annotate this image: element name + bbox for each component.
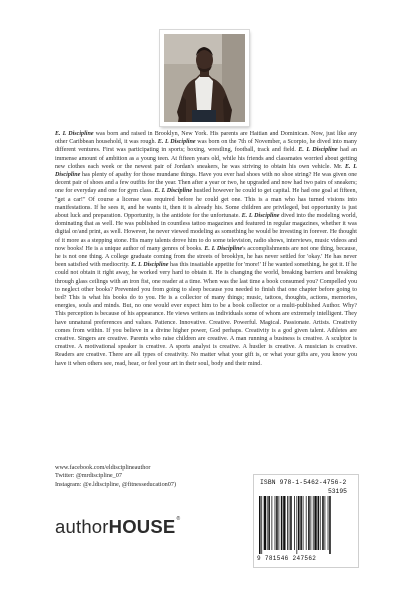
barcode-bar	[271, 496, 272, 550]
barcode-bar	[281, 496, 283, 550]
barcode-bar	[300, 496, 302, 550]
barcode-bar	[318, 496, 320, 550]
author-name: E. L Discipline	[131, 262, 169, 269]
isbn-number: ISBN 978-1-5462-4756-2	[260, 479, 347, 486]
author-biography	[55, 130, 357, 368]
instagram-handle: Instagram: @e.ldiscipline, @fitnesseducation07)	[55, 480, 177, 488]
author-portrait-image	[164, 34, 245, 122]
barcode-bar	[264, 496, 266, 550]
bio-text: was born and raised in Brooklyn, New York. His parents are Haitian and Dominican. Now, just like any other Caribbean household, it was rough.	[55, 131, 357, 146]
publisher-logo-part2: HOUSE	[108, 516, 176, 537]
bio-text: 's accomplishments are not one thing, because, he is not one thing. A college graduate coming from the streets of brooklyn, he has never settled for 'okay.' He has never been satisfied with mediocrity.	[55, 245, 357, 269]
bio-text: dived into the modeling world, dominating that as well. He was published in countless tattoo magazines and featured in regular magazines, whether it was digital or/and print, as well. However, he never viewed modeling as something he would be investing in forever. He thought of it more as a stepping stone. His many talents drove him to do some television, radio shows, interviews, music videos and now books! He is a unique author of many genres of books.	[55, 213, 357, 252]
author-name: E. L Discipline	[157, 139, 196, 146]
contact-info	[55, 464, 255, 489]
barcode-bar	[314, 496, 316, 550]
barcode-bar	[268, 496, 270, 550]
isbn-barcode	[253, 474, 359, 568]
author-photo	[164, 34, 245, 122]
barcode-bar	[275, 496, 276, 550]
barcode-bar	[287, 496, 288, 550]
barcode-bar	[276, 496, 278, 550]
author-name: E. L Discipline	[55, 163, 357, 179]
publisher-logo-part1: author	[55, 516, 109, 537]
barcode-bar	[329, 496, 331, 554]
twitter-handle: Twitter: @mrdiscipline_07	[55, 472, 122, 480]
barcode-bar	[308, 496, 310, 550]
bio-text: has plenty of apathy for those mundane things. Have you ever had shoes with no shoe string? He was given one decent pair of shoes and a few outfits for the year. Then after a year or two, he upgraded and now had two pairs of sneakers; one for everyday and one for gym class.	[55, 172, 357, 195]
barcode-graphic	[259, 496, 353, 554]
barcode-bar	[298, 496, 300, 550]
bio-text: hustled however he could to get capital. He had one goal at fifteen, "get a car!" Of course a license was required before he could get one. This is a man who has turned visions into manifestations. If he sees it, and he wants it, then it is already his. Some children are privileged, but opportunity is just about luck and preparation. Opportunity, is the antidote for the unfortunate.	[55, 188, 357, 220]
barcode-bar	[325, 496, 326, 550]
author-name: E. L Discipline	[298, 147, 338, 154]
price-code: 53195	[328, 488, 347, 495]
barcode-bar	[283, 496, 285, 550]
barcode-bar	[294, 496, 295, 550]
publisher-logo	[55, 516, 180, 538]
author-name: E. L Discipline	[154, 188, 193, 195]
barcode-bar	[279, 496, 280, 550]
registered-mark: ®	[176, 516, 181, 522]
facebook-link: www.facebook.com/eldisciplineauthor	[55, 464, 151, 471]
author-name: E. L Discipline	[204, 245, 243, 252]
barcode-bar	[259, 496, 261, 554]
bio-text: had an immense amount of ambition as a young teen. At fifteen years old, while his friends and classmates worried about getting new clothes each week or the newest pair of Jordan's sneakers, he was striving to obtain his own vehicle. Mr.	[55, 147, 357, 170]
author-photo-frame	[160, 30, 249, 126]
bio-text: has this insatiable appetite for 'more!' If he wanted something, he got it. If he could not obtain it right away, he worked very hard to obtain it. He is changing the world, breaking barriers and breaking through glass ceilings with an iron fist, one reader at a time. When was the last time a book consumed you? Compelled you to neglect other books? Prevented you from going to sleep because you needed to finish that one chapter before going to bed? This is what his books do to you. He is a collector of many things; music, tattoos, thoughts, actions, memories, energies, souls and minds. But, no one would ever expect him to be a book collector or a multi-published Author. Why? This perception is because of his appearance. He views writers as individuals some of whom are extremely intelligent. They have unnatural preferences and values. Patience. Innovative. Creative. Powerful. Magical. Passionate. Artists. Creativity comes from within. If you believe in a divine higher power, God perhaps. Creativity is a god given talent. Athletes are creative. Singers are creative. Parents who raise children are creative. A man running a business is creative. A sculptor is creative. A motivational speaker is creative. A sports analyst is creative. A hustler is creative. A musician is creative. Readers are creative. There are all types of creativity. No matter what your gift is, or what your gifts are, you know you have it when others see, read, hear, or feel your art in their soul, body and their mind.	[55, 262, 357, 367]
bio-text: was born on the 7th of November, a Scorpio, he dived into many different ventures. First was participating in sports; boxing, wrestling, football, track and field.	[55, 139, 357, 154]
barcode-bar	[306, 496, 307, 550]
barcode-digits: 9 781546 247562	[257, 555, 317, 562]
barcode-bars	[259, 496, 353, 554]
barcode-bar	[289, 496, 290, 550]
barcode-bar	[290, 496, 292, 550]
author-name: E. L Discipline	[241, 213, 280, 220]
barcode-bar	[320, 496, 321, 550]
barcode-bar	[261, 496, 262, 554]
barcode-bar	[303, 496, 304, 550]
barcode-bar	[313, 496, 314, 550]
barcode-bar	[310, 496, 311, 550]
barcode-bar	[322, 496, 324, 550]
barcode-bar	[328, 496, 329, 550]
barcode-bar	[267, 496, 268, 550]
author-name: E. L Discipline	[55, 131, 94, 137]
barcode-bar	[296, 496, 297, 554]
